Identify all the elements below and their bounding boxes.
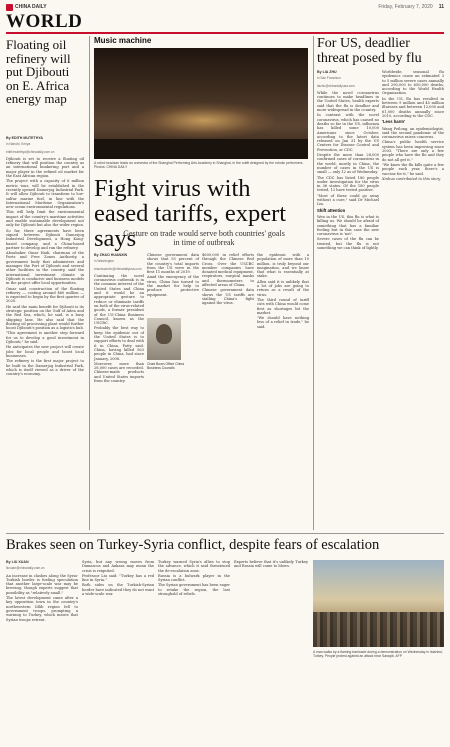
right-col-2 [382,70,444,251]
protest-photo [313,560,444,647]
contributor-note: Xinhua contributed to this story. [382,176,441,181]
bottom-col-2 [82,560,154,597]
paragraph: "Most of these could go away without a cure," said Dr Michael Lin. [317,193,379,207]
subhead: 'Less harm' [382,119,405,125]
paragraph: Omar said construction of the floating refinery — costing around $60 million — is expected to begin by the first quarter of 2020. [6,286,84,304]
paragraph: Moreover, more than 28,000 cases are recorded. Chinese-made products and United States imports from the country. [94,361,144,384]
paragraph: $600,000 in relief efforts through the Chinese Red Cross. Over the USCBC member companies have donated medical equipment, respirators, surgical masks and thermometers to affected areas of China. [202,253,254,288]
paragraph: Russia is a bulwark player in the Syrian conflict. [158,573,230,583]
paragraph: China's public health service system has been improving since 2003. "There are only a few people who have the flu and they do not all get it." [382,140,444,162]
right-col-1 [317,70,379,251]
paragraph: Worldwide, seasonal flu epidemics cause an estimated 3 to 5 million severe cases annually and 290,000 to 650,000 deaths, according to the World Health Organization. [382,70,444,96]
paragraph: Turkey warned Syria's allies to stop the advance, which it said threatened the de-escalation zone. [158,560,230,573]
paragraph: Syria, but any wrong moves from Damascus and Ankara may mean the crisis is reignited. [82,560,154,573]
paragraph: the epidemic with a population of more than 10 million, is truly beyond our imagination, and we know that what is essentially at stake. [257,253,309,279]
story-divider [6,533,444,534]
paragraph: Both sides on the Turkish-Syrian border have indicated they do not want a wide-scale war. [82,583,155,597]
left-byline: By EDITH MUTETHYA [6,136,44,140]
paragraph: The refinery is the first major project to be built in the Damerjog Industrial Park, which is itself viewed as a driver of the country's economy. [6,359,84,377]
left-byline-email: edithmutethya@chinadaily.com.cn [6,149,55,154]
section-rule [6,32,444,34]
right-byline: By LIA ZHU [317,70,337,74]
paragraph: Severe cases of the flu can be treated, but the flu is not something we can think of lightly. [317,237,379,250]
column-divider [89,36,90,530]
right-headline: For US, deadlier threat posed by flu [317,36,422,66]
left-headline: Floating oil refinery will put Djibouti on E. Africa energy map [6,37,71,106]
feature-col-3 [202,253,254,307]
paragraph: The project with a capacity of 6 million metric tons, will be established in the recently opened Damerjog Industrial Park. It will allow Djibouti to transform to low-sulfur marine fuel, in line with the International Maritime Organization's new ocean environmental regulations. [6,179,84,210]
paragraph: Continuing the novel coronavirus outbreak is in the common interest of the United States and China and it would be an appropriate gesture to reduce or eliminate tariffs on both of the virus-related goods, a former president of the US-China Business Council, known as the USCBC. [94,273,144,326]
issue-date: Friday, February 7, 2020 [378,4,433,10]
paragraph: Experts believe that it's unlikely Turkey and Russia will come to blows. [234,560,308,569]
paragraph: "We should have nothing less of a relief in trade," he said. [257,316,309,329]
page-number: 11 [438,4,444,10]
paragraph: Probably the best way to keep the epidemic out of the United States is to support efforts to deal with it in China, Patty said. China, having killed 563 people in China, had since January, 2008. [94,326,144,361]
paragraph: While the novel coronavirus continues to make headlines in the United States, health experts said that the flu is deadlier and more widespread in the country. [317,90,379,113]
crowd-silhouette [313,612,444,647]
logo-mark-icon [6,4,13,11]
pull-portrait [147,318,189,370]
paragraph: Allen said it is unlikely that a lot of jobs are going to return as a result of the virus. [257,279,309,297]
column-divider [313,36,314,530]
bottom-byline: By LIU XUAN [6,560,29,564]
feature-col-1 [94,253,144,384]
paragraph: The Syrian government has been eager to retake the region, the last stronghold of rebels. [158,583,230,597]
paragraph: So far, three agreements have been signed between Djibouti Damerjog Industrial Development, a Hong Kong-based company, and a China-based partner to develop and run the refinery. [6,228,84,250]
section-title: WORLD [6,11,83,32]
feature-byline-location: in Washington [94,259,115,264]
stage-floor [94,139,308,159]
bottom-col-1 [6,560,78,623]
paragraph: This will help limit the environmental impact of the country's maritime activities and enable sustainable development not only for Djibouti but also the wider region. [6,210,84,228]
paragraph: "We know the flu kills quite a few people each year, there's a vaccine for it," he said. [382,162,444,176]
paragraph: Despite the more than 28,000 confirmed cases of coronavirus in the world, mostly in China, the number of cases in the US is small — only 12 as of Wednesday. [317,153,379,175]
paragraph: Wang Peilong, an epidemiologist, said the second pandemic of the coronavirus raises concerns. [382,126,444,140]
protest-photo-caption: A man walks by a flaming barricade during a demonstration on Wednesday in Istanbul, Turkey. People protest against an attack near Saraqib. AFP [313,650,443,658]
bottom-headline: Brakes seen on Turkey-Syria conflict, despite fears of escalation [6,537,380,553]
paragraph: The latest development came after a key opposition town in the country's northwestern Idlib region fell to government troops, prompting a warning to Turkey, which insists that Syrian troops retreat. [6,596,78,622]
right-byline-location: in San Francisco [317,76,341,81]
paragraph: Professor Liu said: "Turkey has a red line in Syria." [82,573,154,583]
feature-byline-email: zhaohuanxin@chinadailyusa.com [94,266,142,271]
subhead: Shift attention [317,207,346,213]
paragraph: Aboubaker Omar Hadi, chairman of the Ports and Free Zones Authority, a government body that administers and manages the Port of Djibouti and several other facilities in the country, said the international investment climate in Djibouti is conducive and business models in the project offer local opportunities. [6,251,84,286]
feature-headline: Fight virus with eased tariffs, expert says [94,175,287,252]
feature-col-2 [147,253,199,298]
bottom-byline-email: liuxuan@chinadaily.com.cn [6,566,45,571]
paragraph: In contrast with the novel coronavirus, which has caused no deaths so far in the US, influenza has killed some 10,000 Americans since October, according to the latest data released on Jan 31 by the US Centers for Disease Control and Prevention, or CDC. [317,113,379,152]
paragraph: He said the main benefit for Djibouti is its strategic position on the Gulf of Aden and the Red Sea, which, he said, is a busy shipping lane. He also said that the floating oil processing plant would further boost Djibouti's position as a logistics hub. [6,304,84,331]
orchestra-photo [94,48,308,159]
paper-logo [6,4,47,11]
feature-col-4 [257,253,309,330]
paragraph: The CDC has listed 180 people under investigation for the virus in 36 states. Of the 180 people tested, 12 have tested positive. [317,175,379,193]
paragraph: An increase in clashes along the Syria-Turkish border is fueling speculation that another large-scale war may be brewing, though experts suggest that possibility as "relatively small." [6,573,78,595]
paragraph: "This agreement is another step forward for us to develop a good investment in Djibouti," he said. [6,331,84,345]
bottom-col-3 [158,560,230,597]
paragraph: In the US, flu has resulted in between 9 million and 45 million illnesses and between 12,000 and 61,000 deaths annually since 2010, according to the CDC. [382,96,444,118]
feature-kicker: Music machine [94,36,152,45]
left-byline-location: in Nairobi, Kenya [6,142,31,147]
portrait-caption: Chad Bown Office China Business Councils [147,362,185,370]
right-story [317,36,444,251]
feature-deck: Gesture on trade would serve both countries' goals in time of outbreak [123,229,285,247]
paragraph: Djibouti is set to receive a floating oil refinery that will position the country as an international bunkering port and a major player in the refined oil market for the East African region. [6,156,84,179]
left-story-body [6,136,84,377]
paragraph: Amid the emergency of the virus, China has turned to the market for help to produce protective equipment. [147,275,199,297]
stage-light [134,103,274,138]
portrait-image [147,318,181,360]
bottom-col-4 [234,560,308,570]
paragraph: Chinese government data shows the US tariffs are stalling China's fight against the virus. [202,288,254,306]
paragraph: The third round of tariff cuts with China would come first as shortages hit the market. [257,297,309,315]
right-byline-email: liazhu@chinadailyusa.com [317,83,355,88]
paragraph: Wen in the US, this flu is what is killing us. We should be afraid of something that has a familiar feeling but in this case the new coronavirus is 'not'. [317,214,379,237]
paragraph: He anticipates the new project will create jobs for local people and boost local businesses. [6,345,84,358]
paper-name: CHINA DAILY [15,4,47,10]
feature-byline: By ZHAO HUANXIN [94,253,128,257]
paragraph: Chinese government data shows that 55 percent of the country's total imports from the US were in the first 11 months of 2019. [147,253,199,275]
photo-caption: A robot musician leads an orchestra of the Shanghai Performing Arts Academy in Shanghai, in the outfit designed by the robotic performers. Photos: CHINA DAILY [94,161,304,169]
